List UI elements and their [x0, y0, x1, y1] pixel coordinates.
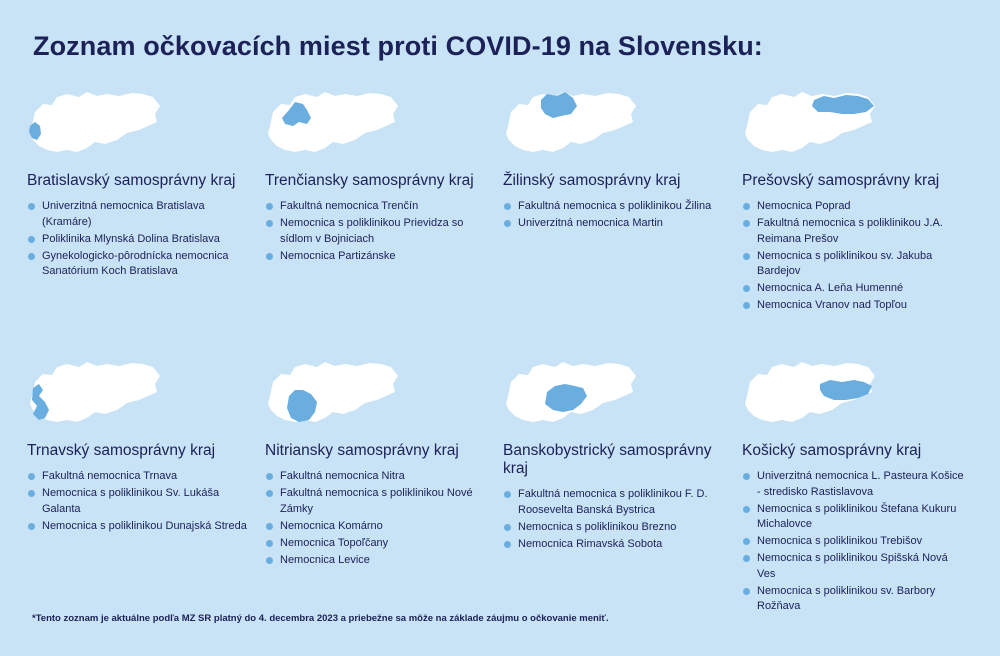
- region-card-bratislava: [27, 88, 249, 281]
- list-item: Nemocnica s poliklinikou Brezno: [503, 520, 725, 536]
- region-name: Trenčiansky samosprávny kraj: [265, 172, 474, 189]
- region-card-trnava: [27, 358, 249, 536]
- list-item: Fakultná nemocnica s poliklinikou Žilina: [503, 199, 725, 215]
- list-item: Nemocnica Topoľčany: [265, 536, 487, 552]
- list-item: Nemocnica Poprad: [742, 199, 964, 215]
- list-item: Nemocnica Komárno: [265, 519, 487, 535]
- list-item: Fakultná nemocnica Nitra: [265, 469, 487, 485]
- list-item: Nemocnica s poliklinikou Dunajská Streda: [27, 519, 249, 535]
- slovakia-map-zilina: [503, 88, 638, 158]
- list-item: Nemocnica s poliklinikou Prievidza so sídlom v Bojniciach: [265, 216, 487, 247]
- region-name: Žilinský samosprávny kraj: [503, 172, 681, 189]
- region-card-presov: [742, 88, 964, 315]
- list-item: Fakultná nemocnica s poliklinikou J.A. Reimana Prešov: [742, 216, 964, 247]
- region-name: Prešovský samosprávny kraj: [742, 172, 940, 189]
- region-card-zilina: [503, 88, 725, 233]
- region-name: Košický samosprávny kraj: [742, 442, 922, 459]
- slovakia-map-presov: [742, 88, 877, 158]
- list-item: Fakultná nemocnica Trnava: [27, 469, 249, 485]
- region-name: Nitriansky samosprávny kraj: [265, 442, 459, 459]
- region-name: Bratislavský samosprávny kraj: [27, 172, 236, 189]
- list-item: Gynekologicko-pôrodnícka nemocnica Sanatórium Koch Bratislava: [27, 249, 249, 280]
- list-item: Nemocnica A. Leňa Humenné: [742, 281, 964, 297]
- region-name: Trnavský samosprávny kraj: [27, 442, 216, 459]
- list-item: Univerzitná nemocnica L. Pasteura Košice - stredisko Rastislavova: [742, 469, 964, 500]
- slovakia-map-nitra: [265, 358, 400, 428]
- list-item: Fakultná nemocnica s poliklinikou Nové Zámky: [265, 486, 487, 517]
- list-item: Nemocnica s poliklinikou sv. Barbory Rožňava: [742, 584, 964, 615]
- slovakia-map-kosice: [742, 358, 877, 428]
- list-item: Nemocnica s poliklinikou Štefana Kukuru Michalovce: [742, 502, 964, 533]
- slovakia-map-trencin: [265, 88, 400, 158]
- list-item: Nemocnica Levice: [265, 553, 487, 569]
- list-item: Nemocnica Partizánske: [265, 249, 487, 265]
- list-item: Nemocnica s poliklinikou Spišská Nová Ves: [742, 551, 964, 582]
- list-item: Univerzitná nemocnica Bratislava (Kramáre): [27, 199, 249, 230]
- footnote: *Tento zoznam je aktuálne podľa MZ SR platný do 4. decembra 2023 a priebežne sa môže na základe záujmu o očkovanie meniť.: [32, 613, 609, 624]
- list-item: Nemocnica s poliklinikou sv. Jakuba Bardejov: [742, 249, 964, 280]
- page-title: Zoznam očkovacích miest proti COVID-19 na Slovensku:: [33, 31, 763, 61]
- slovakia-map-bratislava: [27, 88, 162, 158]
- list-item: Nemocnica s poliklinikou Sv. Lukáša Galanta: [27, 486, 249, 517]
- list-item: Nemocnica Vranov nad Topľou: [742, 298, 964, 314]
- slovakia-map-trnava: [27, 358, 162, 428]
- slovakia-map-banska-bystrica: [503, 358, 638, 428]
- list-item: Nemocnica Rimavská Sobota: [503, 537, 725, 553]
- region-card-banska-bystrica: [503, 358, 725, 554]
- list-item: Univerzitná nemocnica Martin: [503, 216, 725, 232]
- region-card-kosice: [742, 358, 964, 616]
- list-item: Fakultná nemocnica Trenčín: [265, 199, 487, 215]
- region-card-nitra: [265, 358, 487, 570]
- list-item: Nemocnica s poliklinikou Trebišov: [742, 534, 964, 550]
- list-item: Poliklinika Mlynská Dolina Bratislava: [27, 232, 249, 248]
- region-card-trencin: [265, 88, 487, 266]
- list-item: Fakultná nemocnica s poliklinikou F. D. Roosevelta Banská Bystrica: [503, 487, 725, 518]
- region-name: Banskobystrický samosprávny kraj: [503, 442, 712, 477]
